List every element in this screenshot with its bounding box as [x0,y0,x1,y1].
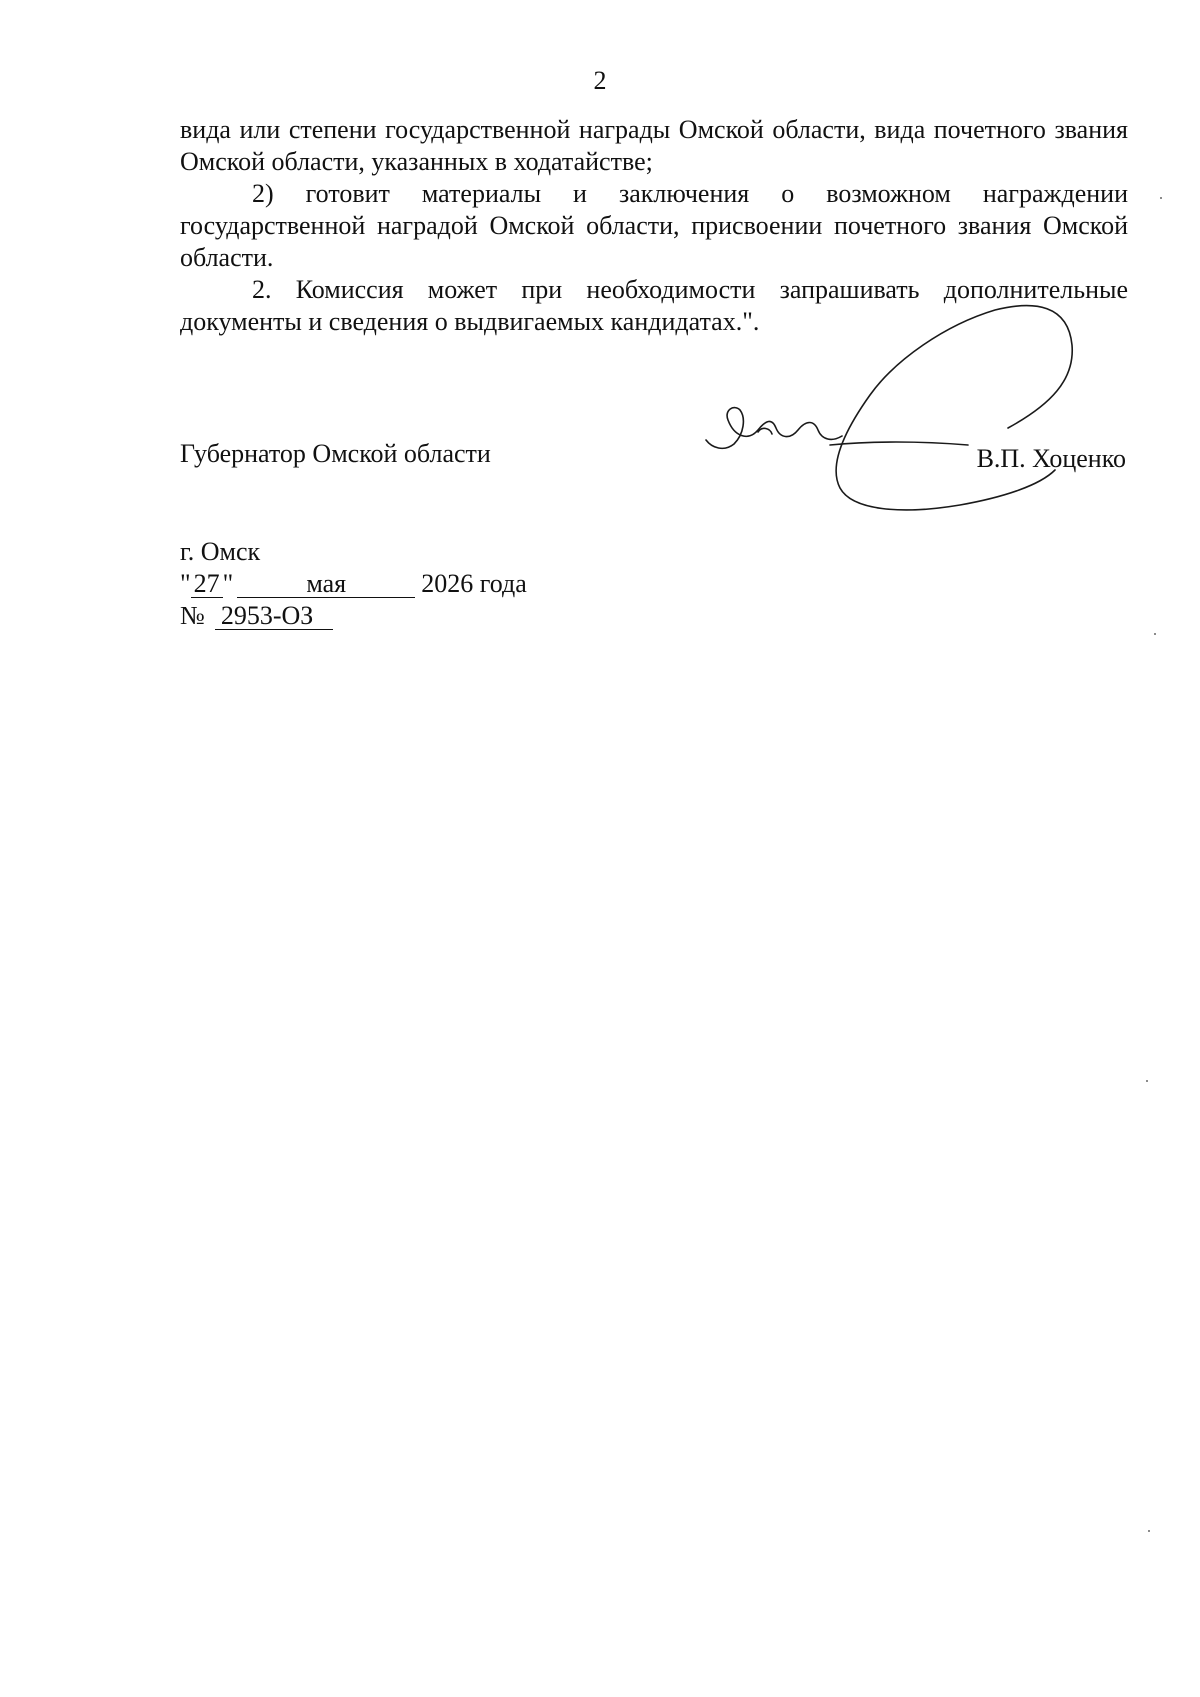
paragraph-2: 2) готовит материалы и заключения о возможном награждении государственной наградой Омской области, присвоении почетного звания Омской области. [180,179,1128,272]
signer-name: В.П. Хоценко [976,444,1126,473]
date-day: 27 [191,571,223,598]
date-open-quote: " [180,569,191,598]
scan-speck [1148,1530,1150,1532]
city-line [180,536,527,568]
place-and-date [180,536,527,632]
document-body [180,114,1128,338]
date-year: 2026 года [421,569,527,598]
document-number: 2953-ОЗ [215,603,333,630]
scan-speck [1154,633,1156,635]
signer-title: Губернатор Омской области [180,439,491,468]
number-line [180,600,527,632]
scan-speck [1160,197,1162,199]
scan-speck [1146,1080,1148,1082]
paragraph-3: 2. Комиссия может при необходимости запрашивать дополнительные документы и сведения о выдвигаемых кандидатах.". [180,275,1128,336]
date-month: мая [237,571,415,598]
paragraph-1: вида или степени государственной награды Омской области, вида почетного звания Омской области, указанных в ходатайстве; [180,115,1128,176]
number-prefix: № [180,601,205,630]
date-line [180,568,527,600]
city: г. Омск [180,537,261,566]
page-number: 2 [593,66,607,95]
date-close-quote: " [222,569,234,598]
